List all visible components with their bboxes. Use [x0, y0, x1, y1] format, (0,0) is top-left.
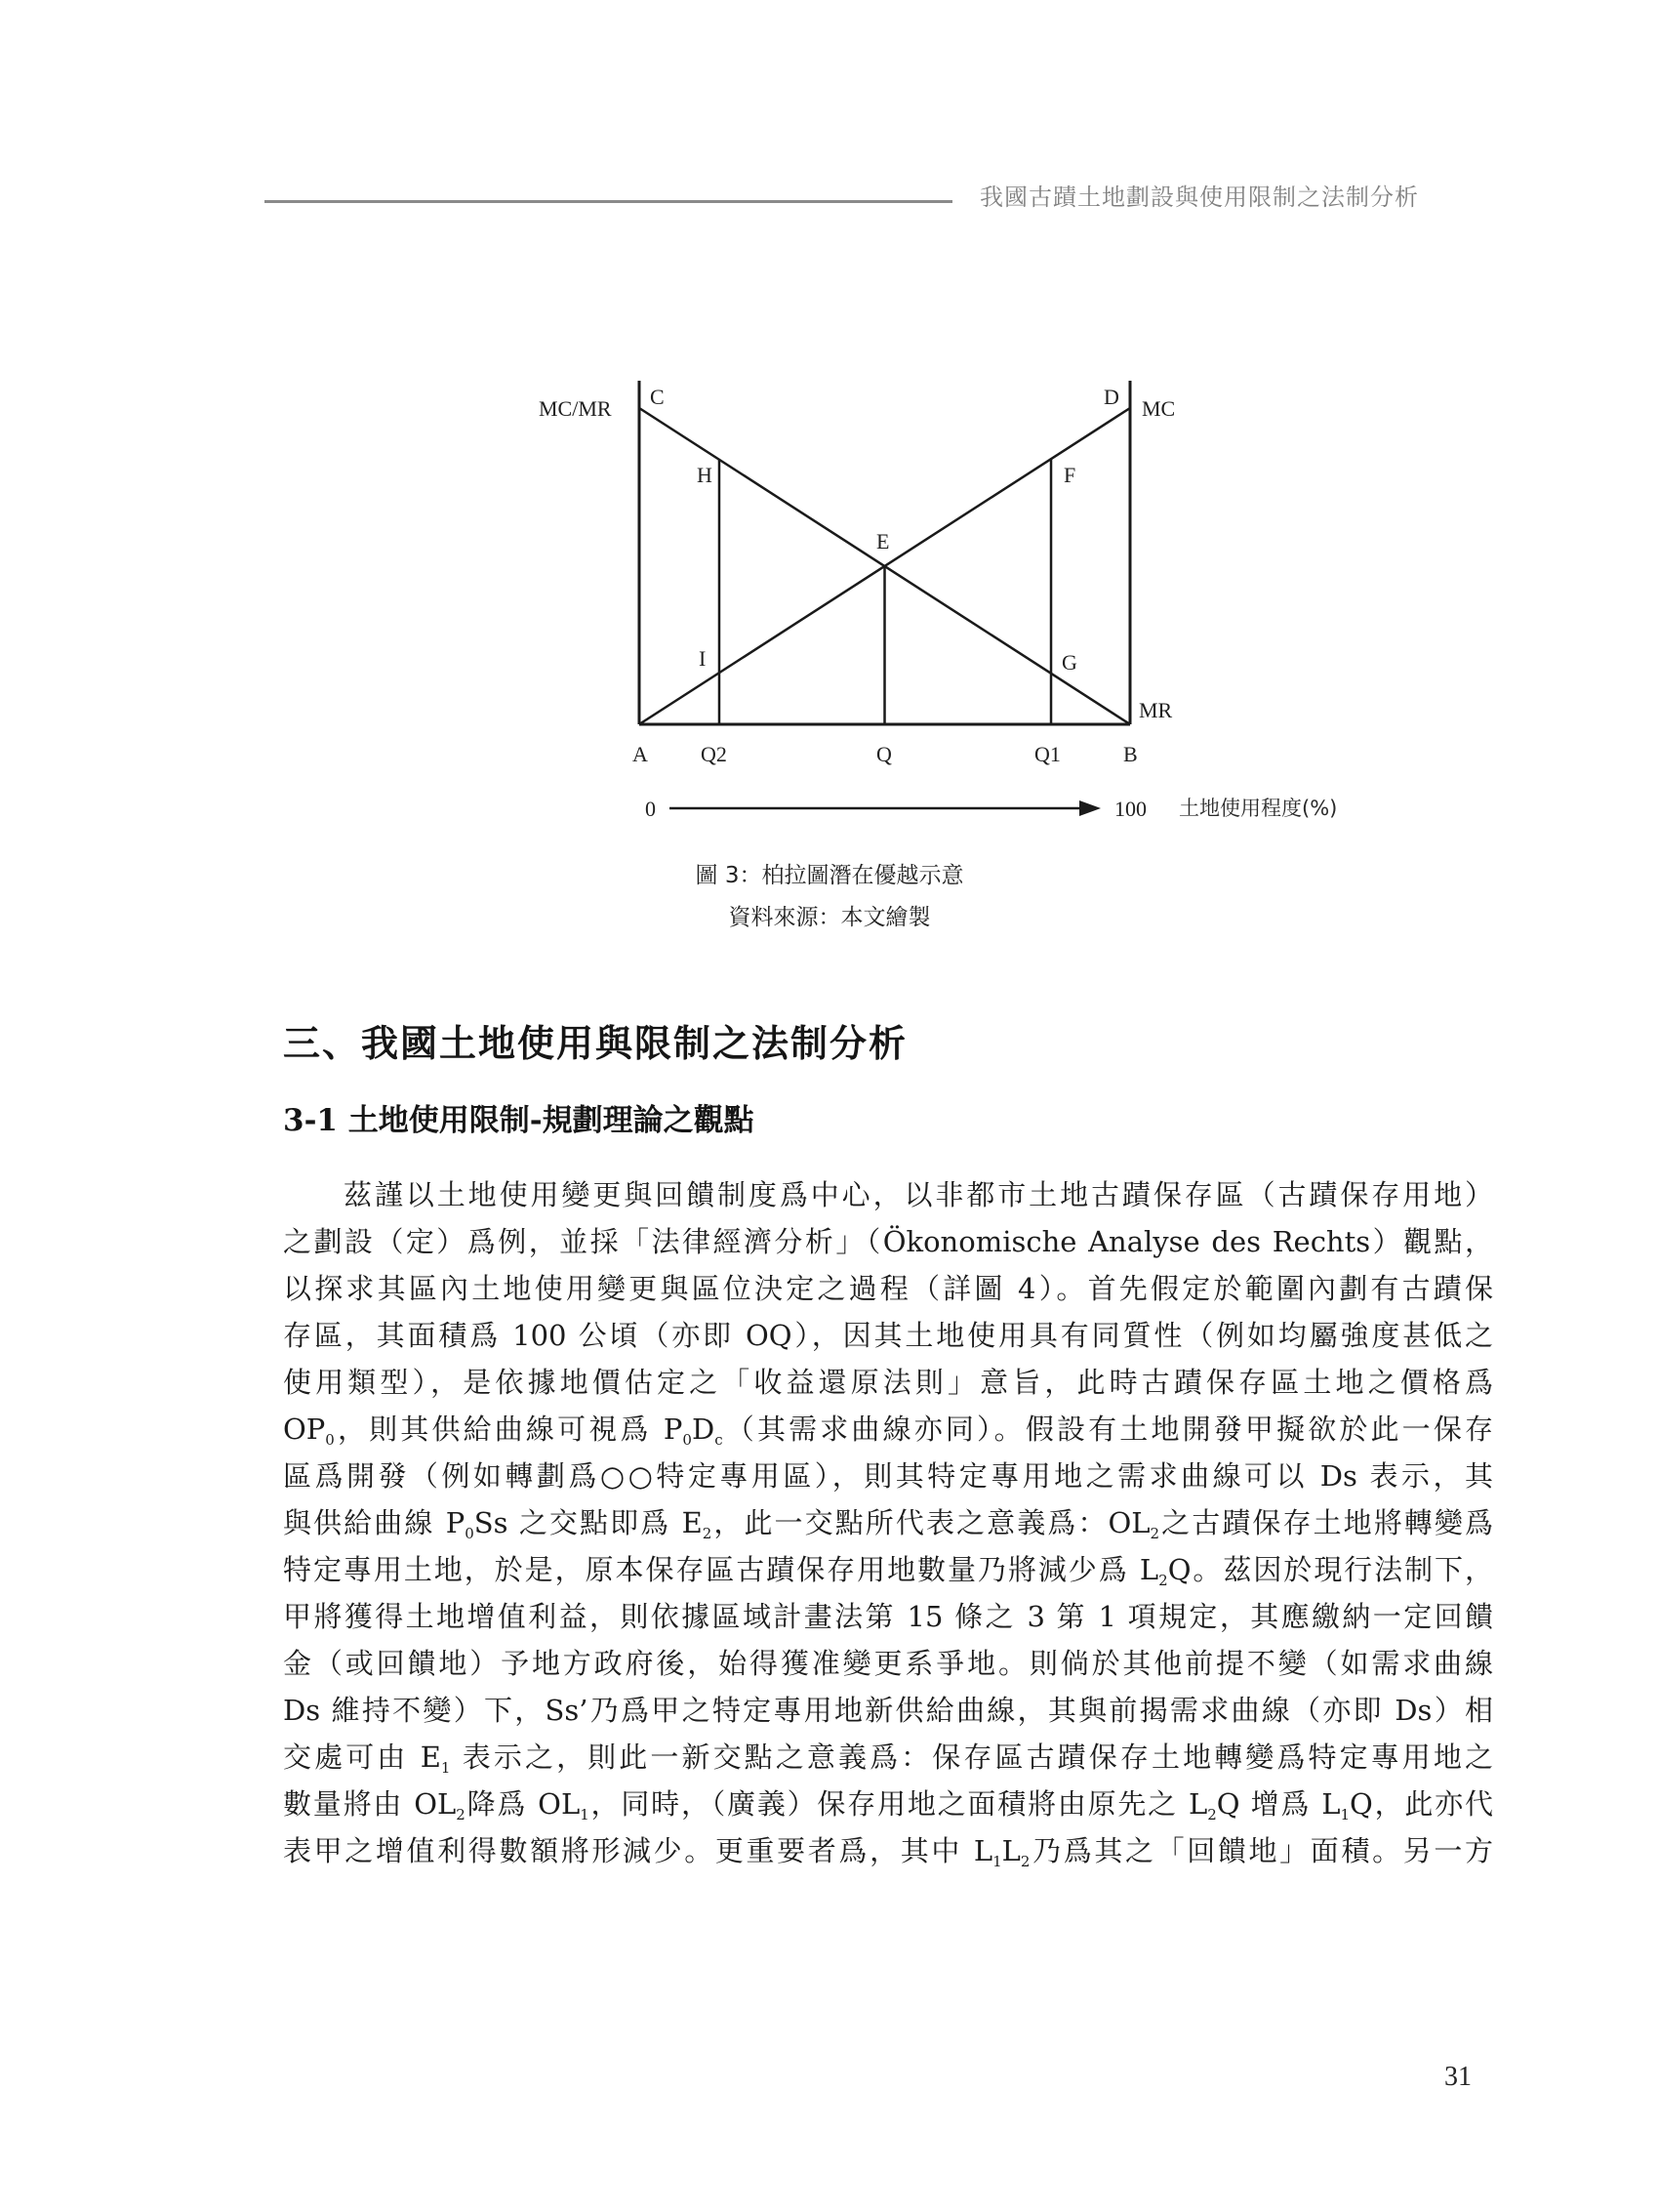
running-header-title: 我國古蹟土地劃設與使用限制之法制分析 [980, 184, 1419, 211]
paragraph-line [283, 1593, 1493, 1640]
text-run: 表示之，則此一新交點之意義爲：保存區古蹟保存土地轉變爲特定專用地之 [450, 1741, 1493, 1774]
mr-curve-label: MR [1139, 698, 1173, 722]
section-heading: 三、我國土地使用與限制之法制分析 [283, 1021, 909, 1065]
text-run: Q 增爲 L [1216, 1787, 1341, 1821]
paragraph-line [283, 1406, 1493, 1453]
text-run: D [691, 1413, 715, 1446]
text-run: 金（或回饋地）予地方政府後，始得獲准變更系爭地。則倘於其他前提不變（如需求曲線 [283, 1647, 1493, 1680]
text-run: 表甲之增值利得數額將形減少。更重要者爲，其中 L [283, 1834, 993, 1867]
subscript: 2 [1158, 1572, 1168, 1589]
subscript: 1 [580, 1806, 589, 1823]
figure-caption [0, 857, 1659, 889]
point-c-label: C [650, 385, 665, 409]
text-run: Ss 之交點即爲 E [473, 1506, 703, 1539]
pareto-diagram [0, 0, 1659, 937]
subscript: c [714, 1431, 723, 1449]
scale-start-label: 0 [645, 797, 656, 821]
paragraph-line [283, 1453, 1493, 1499]
subscript: 2 [1207, 1806, 1217, 1823]
point-f-label: F [1064, 463, 1076, 487]
paragraph-line [283, 1781, 1493, 1827]
text-run: 與供給曲線 P [283, 1506, 465, 1539]
text-run: 特定專用土地，於是，原本保存區古蹟保存用地數量乃將減少爲 L [283, 1553, 1159, 1586]
subscript: 2 [1020, 1853, 1031, 1870]
subscript: 0 [682, 1431, 692, 1449]
scale-end-label: 100 [1114, 797, 1147, 821]
q2-label: Q2 [701, 742, 727, 766]
text-run: 茲謹以土地使用變更與回饋制度爲中心，以非都市土地古蹟保存區（古蹟保存用地） [344, 1178, 1493, 1211]
text-run: 數量將由 OL [283, 1787, 457, 1821]
figure-caption-text: 圖 3：柏拉圖潛在優越示意 [695, 863, 964, 888]
page-number: 31 [1444, 2062, 1472, 2092]
text-run: L [1001, 1834, 1021, 1867]
point-g-label: G [1062, 650, 1077, 675]
text-run: 甲將獲得土地增值利益，則依據區域計畫法第 15 條之 3 第 1 項規定，其應繳納一定回饋 [283, 1600, 1493, 1633]
text-run: 之古蹟保存土地將轉變爲 [1159, 1506, 1493, 1539]
paragraph-line [283, 1265, 1493, 1312]
point-a-label: A [632, 742, 648, 766]
text-run: 乃爲其之「回饋地」面積。另一方 [1030, 1834, 1493, 1867]
body-paragraph [283, 1171, 1493, 1874]
q1-label: Q1 [1034, 742, 1061, 766]
text-run: Q，此亦代 [1350, 1787, 1493, 1821]
paragraph-line [283, 1499, 1493, 1546]
paragraph-line [283, 1827, 1493, 1874]
paragraph-line [283, 1218, 1493, 1265]
text-run: 使用類型），是依據地價估定之「收益還原法則」意旨，此時古蹟保存區土地之價格爲 [283, 1366, 1493, 1399]
point-h-label: H [697, 463, 712, 487]
paragraph-line [283, 1312, 1493, 1359]
subscript: 1 [1340, 1806, 1350, 1823]
text-run: （其需求曲線亦同）。假設有土地開發甲擬欲於此一保存 [722, 1413, 1493, 1446]
point-e-label: E [876, 529, 890, 553]
text-run: 存區，其面積爲 100 公頃（亦即 OQ），因其土地使用具有同質性（例如均屬強度甚低之 [283, 1319, 1493, 1352]
text-run: ，同時，（廣義）保存用地之面積將由原先之 L [588, 1787, 1208, 1821]
text-run: 區爲開發（例如轉劃爲○○特定專用區），則其特定專用地之需求曲線可以 Ds 表示，其 [283, 1459, 1493, 1493]
text-run: ，此一交點所代表之意義爲：OL [711, 1506, 1151, 1539]
subsection-heading: 3-1 土地使用限制-規劃理論之觀點 [283, 1103, 754, 1138]
y-axis-label: MC/MR [539, 396, 612, 421]
subscript: 0 [325, 1431, 335, 1449]
subscript: 1 [440, 1759, 451, 1777]
figure-3 [0, 0, 1659, 937]
figure-source-text: 資料來源：本文繪製 [728, 905, 931, 930]
q-label: Q [876, 742, 892, 766]
figure-source [0, 899, 1659, 931]
mc-curve-label: MC [1142, 396, 1176, 421]
subscript: 1 [992, 1853, 1002, 1870]
subscript: 2 [1150, 1525, 1160, 1542]
arrow-head-icon [1079, 800, 1101, 816]
text-run: 交處可由 E [283, 1741, 441, 1774]
text-run: Ds 維持不變）下，Ss’乃爲甲之特定專用地新供給曲線，其與前揭需求曲線（亦即 Ds）相 [283, 1694, 1493, 1727]
scale-axis-label: 土地使用程度(%) [1179, 797, 1338, 820]
text-run: 以探求其區內土地使用變更與區位決定之過程（詳圖 4）。首先假定於範圍內劃有古蹟保 [283, 1272, 1493, 1305]
text-run: Q。茲因於現行法制下， [1167, 1553, 1493, 1586]
point-b-label: B [1123, 742, 1138, 766]
paragraph-line [283, 1640, 1493, 1687]
point-i-label: I [699, 646, 707, 671]
text-run: 降爲 OL [465, 1787, 581, 1821]
subscript: 0 [465, 1525, 474, 1542]
point-d-label: D [1104, 385, 1119, 409]
text-run: ，則其供給曲線可視爲 P [334, 1413, 683, 1446]
paragraph-line [283, 1546, 1493, 1593]
text-run: OP [283, 1413, 326, 1446]
subscript: 2 [702, 1525, 712, 1542]
paragraph-line [283, 1734, 1493, 1781]
subscript: 2 [456, 1806, 465, 1823]
paragraph-line [283, 1171, 1493, 1218]
text-run: 之劃設（定）爲例，並採「法律經濟分析」（Ökonomische Analyse des Rechts）觀點， [283, 1225, 1493, 1258]
paragraph-line [283, 1687, 1493, 1734]
paragraph-line [283, 1359, 1493, 1406]
